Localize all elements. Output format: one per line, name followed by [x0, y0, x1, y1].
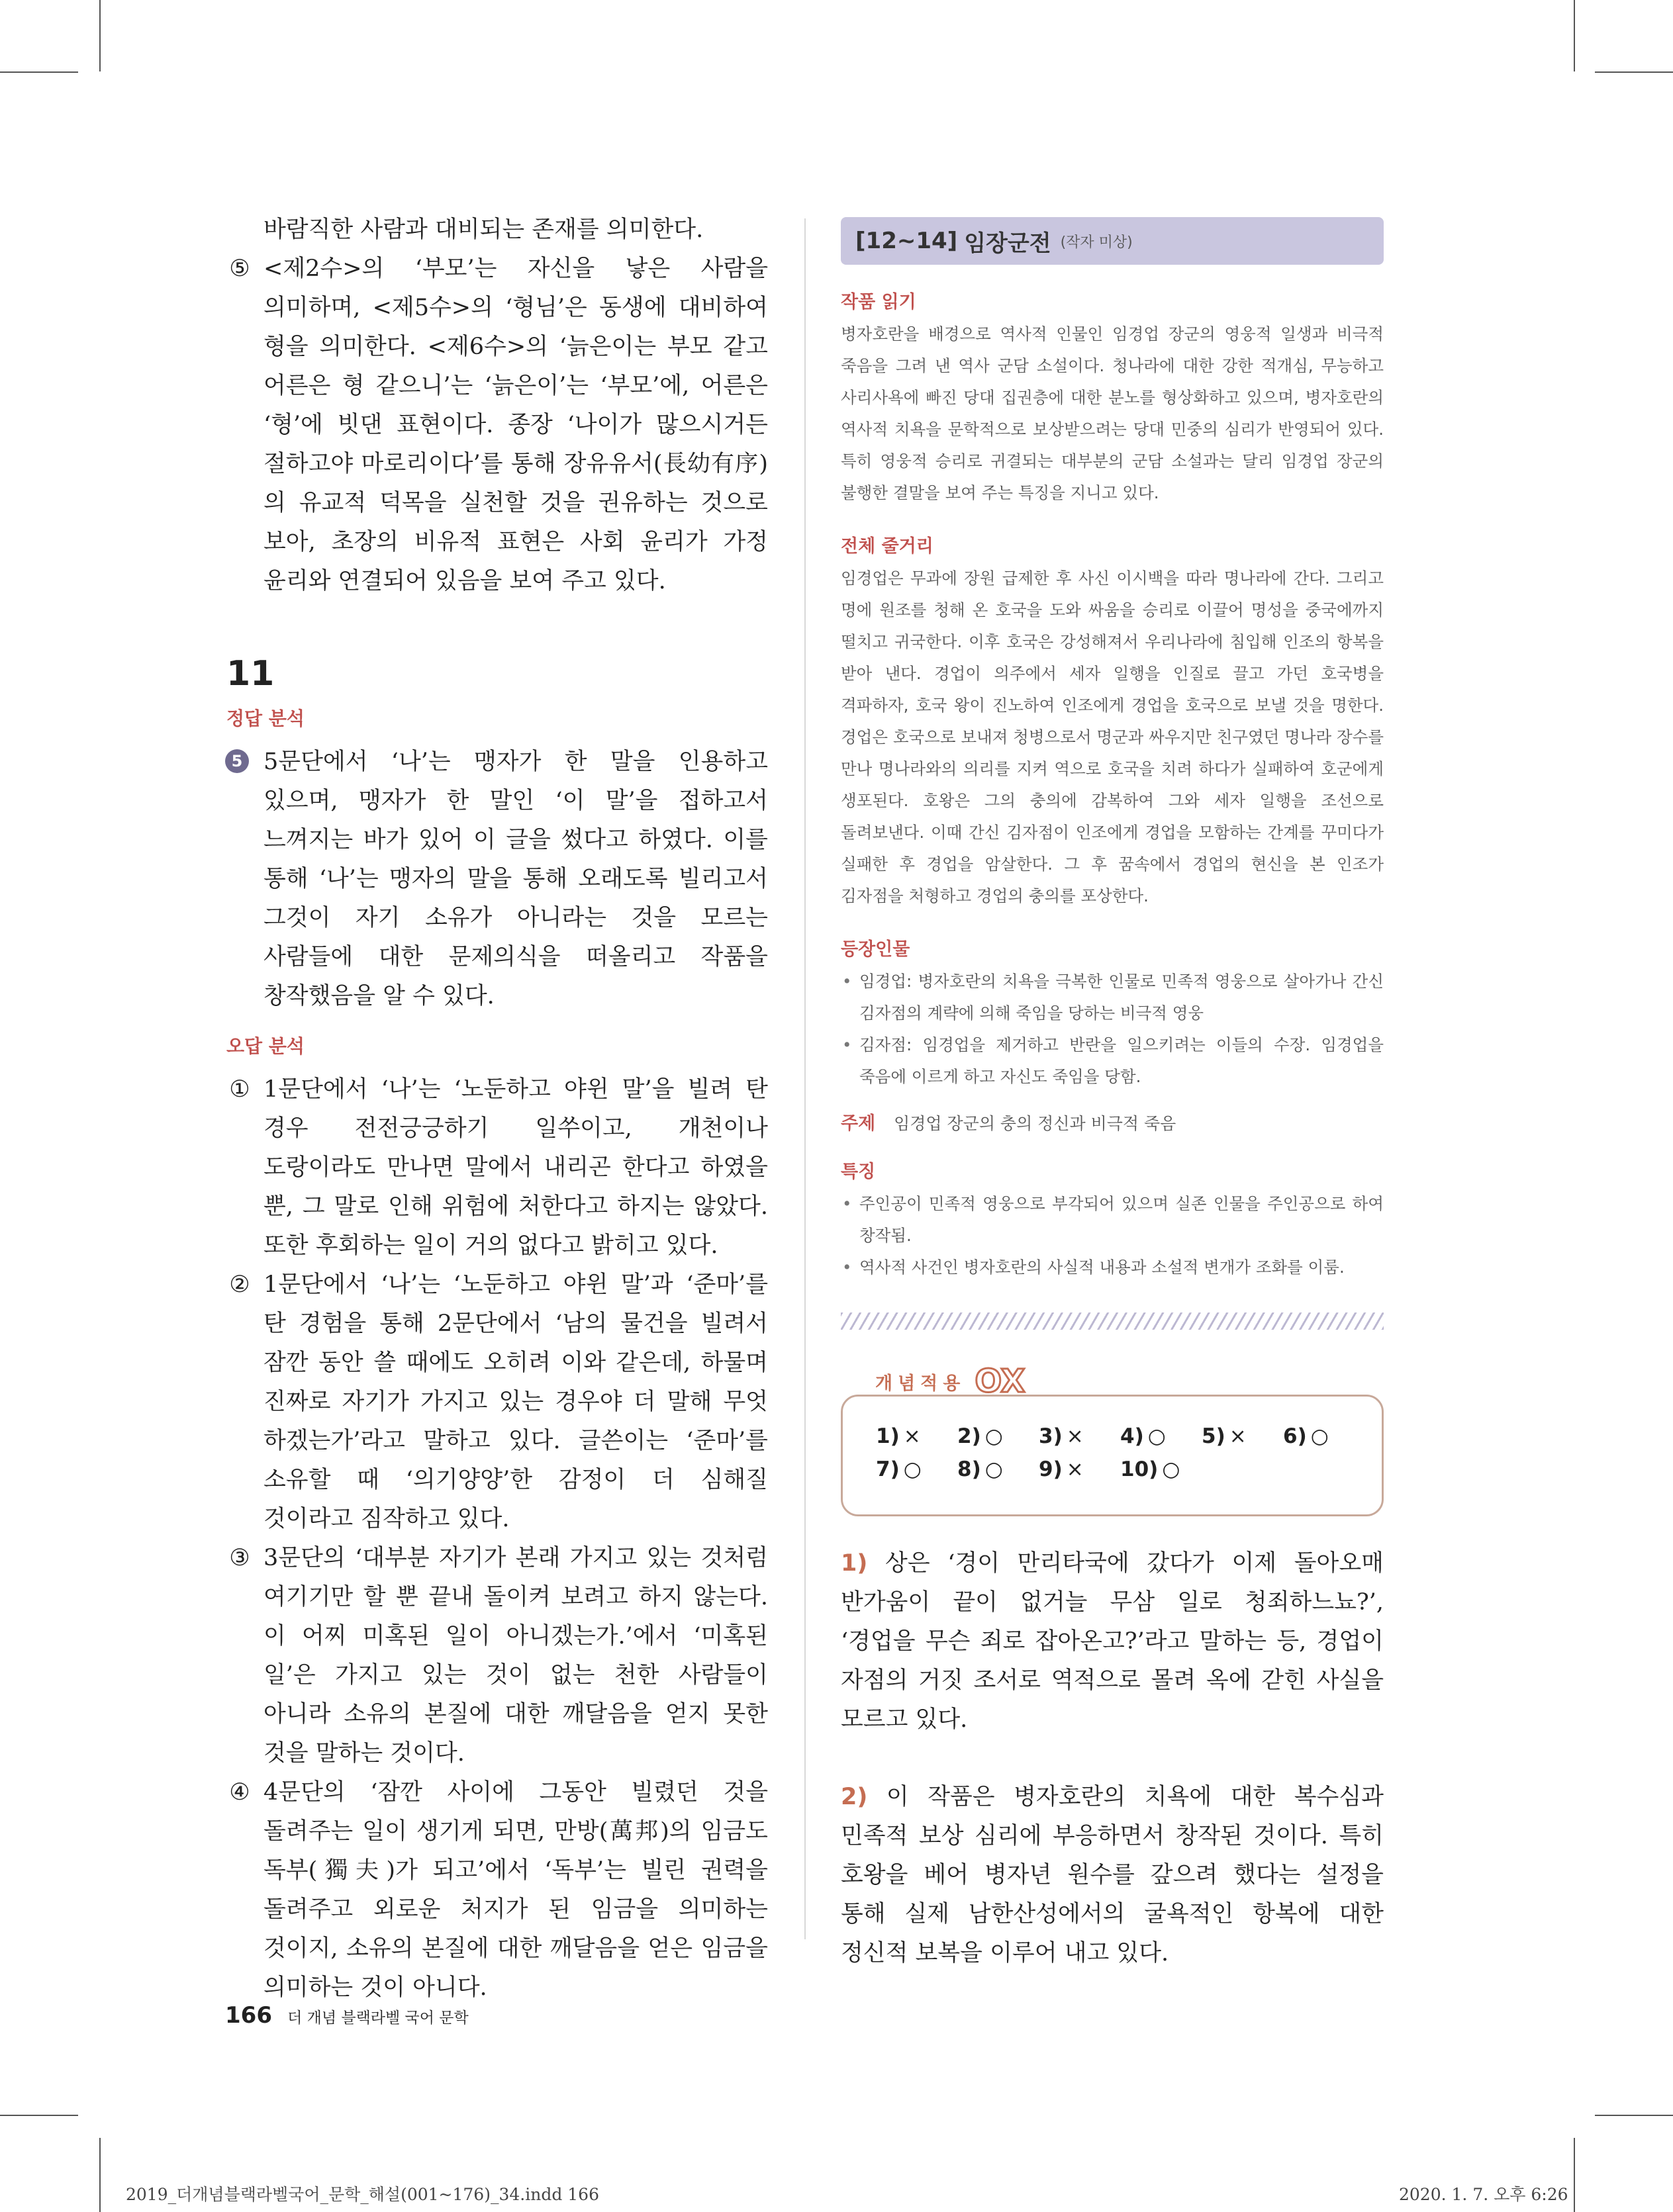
explanation-text: 이 작품은 병자호란의 치욕에 대한 복수심과 민족적 보상 심리에 부응하면서 창작된 것이다. 특히 호왕을 베어 병자년 원수를 갚으려 했다는 설정을 통해 실제 남한산성에서의 굴욕적인 항복에 대한 정신적 보복을 이루어 내고 있다.	[841, 1784, 1384, 1966]
ox-answer: 3) ×	[1039, 1424, 1084, 1448]
crop-mark	[99, 2138, 101, 2212]
answer-mark: 5	[225, 749, 249, 773]
ox-answer-box	[841, 1395, 1384, 1516]
book-title: 더 개념 블랙라벨 국어 문학	[287, 2009, 469, 2027]
wrong-item	[225, 1266, 768, 1539]
ox-answer: 4) ○	[1120, 1424, 1166, 1448]
ox-answer: 5) ×	[1202, 1424, 1247, 1448]
ox-answer: 10) ○	[1120, 1457, 1180, 1481]
wrong-item	[225, 1539, 768, 1773]
ox-logo: OX	[975, 1363, 1026, 1400]
page-footer	[225, 2002, 469, 2029]
wrong-item	[225, 1773, 768, 2007]
crop-mark	[99, 0, 101, 71]
print-slug-file: 2019_더개념블랙라벨국어_문학_해설(001~176)_34.indd 166	[126, 2185, 599, 2204]
question-number: 11	[226, 654, 275, 694]
item-number: ②	[229, 1271, 250, 1298]
item-text: 1문단에서 ‘나’는 ‘노둔하고 야윈 말’을 빌려 탄 경우 전전긍긍하기 일쑤이고, 개천이나 도랑이라도 만나면 말에서 내리곤 한다고 하였을 뿐, 그 말로 인해 위험에 처한다고 하지는 않았다. 또한 후회하는 일이 거의 없다고 밝히고 있다.	[263, 1076, 768, 1259]
item-text: 3문단의 ‘대부분 자기가 본래 가지고 있는 것처럼 여기기만 할 뿐 끝내 돌이켜 보려고 하지 않는다. 이 어찌 미혹된 일이 아니겠는가.’에서 ‘미혹된 일’은 가지고 있는 것이 없는 천한 사람들이 아니라 소유의 본질에 대한 깨달음을 얻지 못한 것을 말하는 것이다.	[263, 1545, 768, 1767]
item-text: 4문단의 ‘잠깐 사이에 그동안 빌렸던 것을 돌려주는 일이 생기게 되면, 만방(萬邦)의 임금도 독부(獨夫)가 되고’에서 ‘독부’는 빌린 권력을 돌려주고 외로운 처지가 된 임금을 의미하는 것이지, 소유의 본질에 대한 깨달음을 얻은 임금을 의미하는 것이 아니다.	[263, 1779, 768, 2001]
plot-title: 전체 줄거리	[841, 536, 933, 557]
question-range: [12~14]	[855, 228, 958, 254]
work-title: 임장군전	[964, 230, 1051, 257]
crop-mark	[0, 2115, 78, 2116]
ox-answer: 1) ×	[876, 1424, 921, 1448]
print-slug-date: 2020. 1. 7. 오후 6:26	[1399, 2185, 1568, 2204]
explanation-item-5	[225, 250, 768, 601]
ox-section	[841, 1363, 1384, 1516]
hatch-divider	[841, 1313, 1384, 1330]
wrong-analysis-label: 오답 분석	[226, 1035, 305, 1057]
column-divider	[804, 218, 806, 1939]
crop-mark	[1595, 71, 1673, 73]
crop-mark	[1574, 0, 1575, 71]
feature-item: • 주인공이 민족적 영웅으로 부각되어 있으며 실존 인물을 주인공으로 하여 창작됨.	[841, 1188, 1384, 1252]
theme-title: 주제	[841, 1113, 876, 1134]
explanation-number: 2)	[841, 1784, 868, 1810]
ox-answer: 7) ○	[876, 1457, 922, 1481]
page-number: 166	[225, 2002, 272, 2029]
ox-heading-text: 개념적용	[875, 1373, 966, 1394]
explanation-1	[841, 1544, 1384, 1739]
reading-text: 병자호란을 배경으로 역사적 인물인 임경업 장군의 영웅적 일생과 비극적 죽음을 그려 낸 역사 군담 소설이다. 청나라에 대한 강한 적개심, 무능하고 사리사욕에 빠진 당대 집권층에 대한 분노를 형상화하고 있으며, 병자호란의 역사적 치욕을 문학적으로 보상받으려는 당대 민중의 심리가 반영되어 있다. 특히 영웅적 승리로 귀결되는 대부분의 군담 소설과는 달리 임경업 장군의 불행한 결말을 보여 주는 특징을 지니고 있다.	[841, 324, 1384, 502]
crop-mark	[1595, 2115, 1673, 2116]
ox-answer: 2) ○	[957, 1424, 1003, 1448]
feature-item: • 역사적 사건인 병자호란의 사실적 내용과 소설적 변개가 조화를 이룸.	[841, 1252, 1384, 1283]
explanation-number: 1)	[841, 1550, 868, 1577]
features-title: 특징	[841, 1162, 876, 1182]
work-banner	[841, 217, 1384, 265]
item-text: <제2수>의 ‘부모’는 자신을 낳은 사람을 의미하며, <제5수>의 ‘형님’은 동생에 대비하여 형을 의미한다. <제6수>의 ‘늙은이는 부모 같고 어른은 형 같으니’는 ‘늙은이’는 ‘부모’에, 어른은 ‘형’에 빗댄 표현이다. 종장 ‘나이가 많으시거든 절하고야 마로리이다’를 통해 장유유서(長幼有序)의 유교적 덕목을 실천할 것을 권유하는 것으로 보아, 초장의 비유적 표현은 사회 윤리가 가정 윤리와 연결되어 있음을 보여 주고 있다.	[263, 255, 768, 594]
ox-answer-grid	[876, 1424, 1364, 1481]
ox-answer: 9) ×	[1039, 1457, 1084, 1481]
crop-mark	[0, 71, 78, 73]
explanation-2	[841, 1778, 1384, 1973]
item-number: ⑤	[229, 255, 250, 282]
crop-mark	[1574, 2138, 1575, 2212]
right-column	[841, 217, 1384, 1973]
item-number: ④	[229, 1779, 250, 1806]
answer-text: 5문단에서 ‘나’는 맹자가 한 말을 인용하고 있으며, 맹자가 한 말인 ‘이 말’을 접하고서 느껴지는 바가 있어 이 글을 썼다고 하였다. 이를 통해 ‘나’는 맹자의 말을 통해 오래도록 빌리고서 그것이 자기 소유가 아니라는 것을 모르는 사람들에 대한 문제의식을 떠올리고 작품을 창작했음을 알 수 있다.	[263, 749, 768, 1009]
explanation-text: 상은 ‘경이 만리타국에 갔다가 이제 돌아오매 반가움이 끝이 없거늘 무삼 일로 청죄하느뇨?’, ‘경업을 무슨 죄로 잡아온고?’라고 말하는 등, 경업이 자점의 거짓 조서로 역적으로 몰려 옥에 갇힌 사실을 모르고 있다.	[841, 1550, 1384, 1733]
theme-row	[841, 1109, 1384, 1134]
correct-answer	[225, 743, 768, 1016]
ox-answer: 8) ○	[957, 1457, 1003, 1481]
work-author: (작자 미상)	[1060, 234, 1133, 251]
item-number: ①	[229, 1076, 250, 1103]
plot-text: 임경업은 무과에 장원 급제한 후 사신 이시백을 따라 명나라에 간다. 그리고 명에 원조를 청해 온 호국을 도와 싸움을 승리로 이끌어 명성을 중국에까지 떨치고 귀국한다. 이후 호국은 강성해져서 우리나라에 침입해 인조의 항복을 받아 낸다. 경업이 의주에서 세자 일행을 인질로 끌고 가던 호국병을 격파하자, 호국 왕이 진노하여 인조에게 경업을 호국으로 보낼 것을 명한다. 경업은 호국으로 보내져 청병으로서 명군과 싸우지만 친구였던 명나라 장수를 만나 명나라와의 의리를 지켜 역으로 호국을 치려 하다가 실패하여 호군에게 생포된다. 호왕은 그의 충의에 감복하여 그와 세자 일행을 조선으로 돌려보낸다. 이때 간신 김자점이 인조에게 경업을 모함하는 간계를 꾸미다가 실패한 후 경업을 암살한다. 그 후 꿈속에서 경업의 현신을 본 인조가 김자점을 처형하고 경업의 충의를 포상한다.	[841, 569, 1384, 905]
character-item: • 김자점: 임경업을 제거하고 반란을 일으키려는 이들의 수장. 임경업을 죽음에 이르게 하고 자신도 죽임을 당함.	[841, 1029, 1384, 1093]
correct-analysis-label: 정답 분석	[226, 708, 305, 729]
characters-title: 등장인물	[841, 939, 910, 960]
wrong-item	[225, 1070, 768, 1266]
item-number: ③	[229, 1545, 250, 1571]
reading-title: 작품 읽기	[841, 292, 916, 312]
theme-text: 임경업 장군의 충의 정신과 비극적 죽음	[894, 1114, 1176, 1133]
character-item: • 임경업: 병자호란의 치욕을 극복한 인물로 민족적 영웅으로 살아가나 간신 김자점의 계략에 의해 죽임을 당하는 비극적 영웅	[841, 966, 1384, 1029]
continued-text: 바람직한 사람과 대비되는 존재를 의미한다.	[263, 216, 704, 243]
item-text: 1문단에서 ‘나’는 ‘노둔하고 야윈 말’과 ‘준마’를 탄 경험을 통해 2문단에서 ‘남의 물건을 빌려서 잠깐 동안 쓸 때에도 오히려 이와 같은데, 하물며 진짜로 자기가 가지고 있는 경우야 더 말해 무엇 하겠는가’라고 말하고 있다. 글쓴이는 ‘준마’를 소유할 때 ‘의기양양’한 감정이 더 심해질 것이라고 짐작하고 있다.	[263, 1271, 768, 1532]
ox-answer: 6) ○	[1283, 1424, 1329, 1448]
left-column	[225, 210, 768, 2007]
